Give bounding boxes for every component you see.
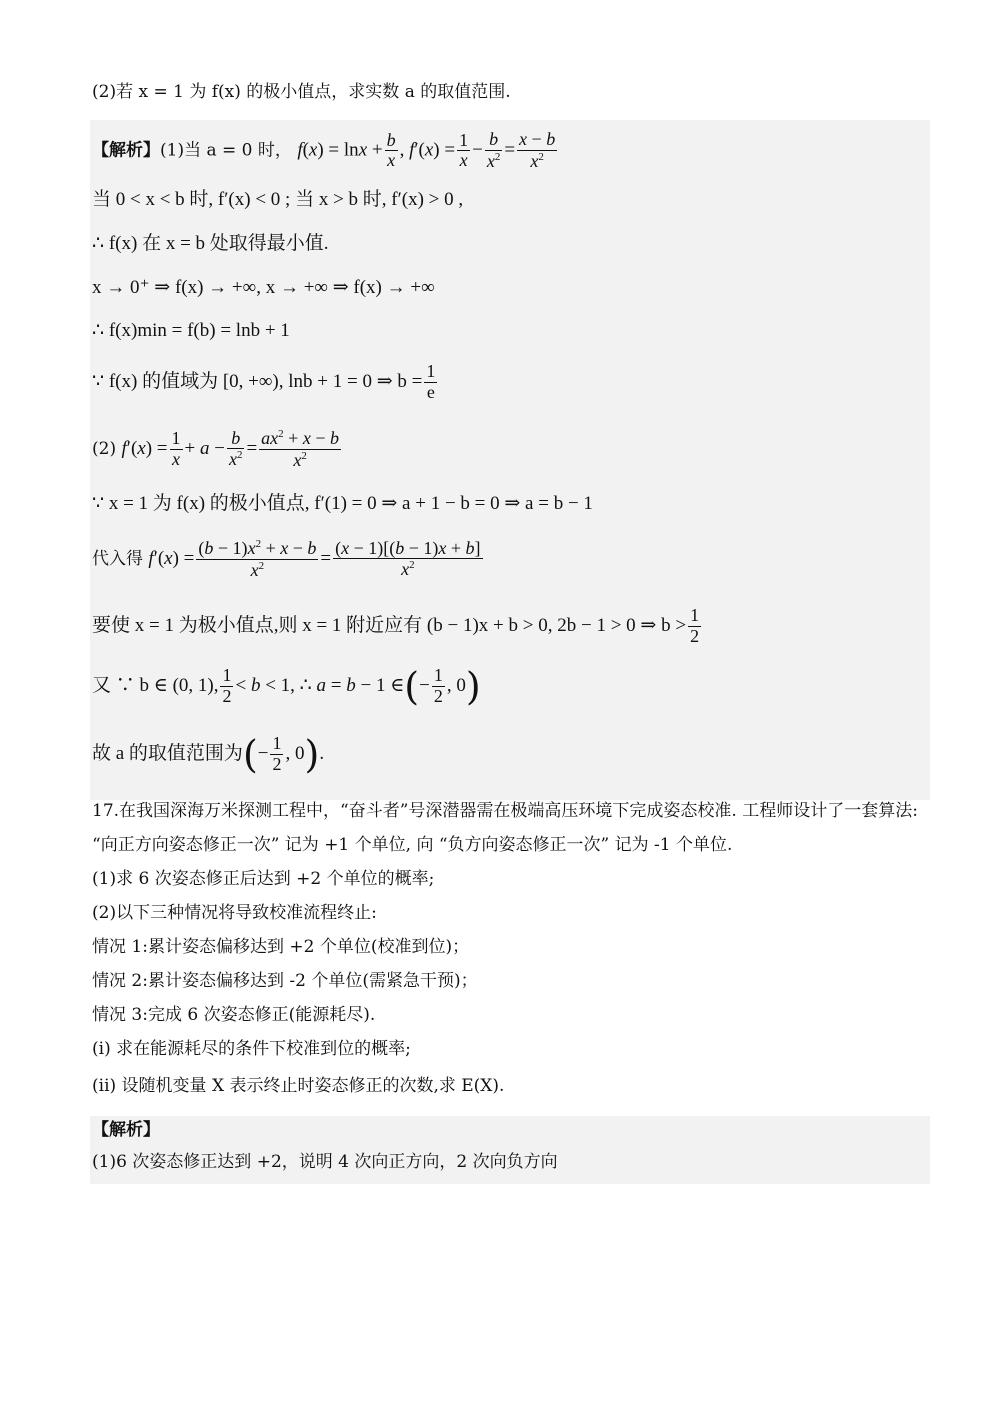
question-17-line-1: 17.在我国深海万米探测工程中，“奋斗者”号深潜器需在极端高压环境下完成姿态校准. 工程师设计了一套算法: (92, 801, 918, 821)
solution-17-panel (90, 1116, 930, 1184)
question-17-line-2: “向正方向姿态修正一次” 记为 +1 个单位, 向 “负方向姿态修正一次” 记为 -1 个单位. (92, 835, 733, 855)
solution-16-line-3: ∴ f(x) 在 x = b 处取得最小值. (92, 233, 329, 254)
solution-16-line-1: 【解析】(1)当 a = 0 时， f(x) = lnx + $\frac{b}{x}$ , f′(x) = $\frac{1}{x}$ − $\frac{b}{x^2}$ = $\frac{x - b}{x^2}$ (92, 129, 556, 171)
solution-16-line-4: x → 0⁺ ⇒ f(x) → +∞, x → +∞ ⇒ f(x) → +∞ (92, 277, 435, 298)
solution-16-line-11: 又 ∵ b ∈ (0, 1), $\frac{1}{2}$ < b < 1, ∴ a = b − 1 ∈(− $\frac{1}{2}$ , 0) (92, 664, 481, 709)
solution-16-line-12: 故 a 的取值范围为(− $\frac{1}{2}$ , 0). (92, 732, 325, 777)
solution-16-line-5: ∴ f(x)min = f(b) = lnb + 1 (92, 320, 290, 341)
solution-16-line-2: 当 0 < x < b 时, f′(x) < 0 ; 当 x > b 时, f′(x) > 0 , (92, 189, 464, 210)
solution-17-tag: 【解析】 (92, 1120, 160, 1140)
question-17-case-3: 情况 3:完成 6 次姿态修正(能源耗尽). (92, 1005, 376, 1025)
solution-16-line-7: (2) f′(x) = $\frac{1}{x}$ + a − $\frac{b}{x^2}$ = $\frac{ax^2 + x - b}{x^2}$ (92, 427, 339, 470)
solution-16-line-9: 代入得 f′(x) = $\frac{(b - 1)x^2 + x - b}{x^2}$ = $\frac{(x - 1)[(b - 1)x + b]}{x^2}$ (92, 537, 481, 580)
question-17-case-1: 情况 1:累计姿态偏移达到 +2 个单位(校准到位)； (92, 937, 470, 957)
question-17-part-ii: (ii) 设随机变量 X 表示终止时姿态修正的次数,求 E(X). (92, 1076, 505, 1096)
question-17-part-i: (i) 求在能源耗尽的条件下校准到位的概率; (92, 1039, 411, 1059)
question-17-part-1: (1)求 6 次姿态修正后达到 +2 个单位的概率; (92, 869, 435, 889)
solution-16-line-8: ∵ x = 1 为 f(x) 的极小值点, f′(1) = 0 ⇒ a + 1 − b = 0 ⇒ a = b − 1 (92, 493, 593, 514)
solution-16-tag: 【解析】 (92, 140, 160, 161)
question-16-part-2: (2)若 x = 1 为 f(x) 的极小值点，求实数 a 的取值范围. (92, 82, 511, 102)
solution-17-line-1: (1)6 次姿态修正达到 +2，说明 4 次向正方向，2 次向负方向 (92, 1152, 558, 1172)
solution-16-line-6: ∵ f(x) 的值域为 [0, +∞), lnb + 1 = 0 ⇒ b = $\frac{1}{e}$ (92, 361, 436, 402)
solution-16-line-10: 要使 x = 1 为极小值点,则 x = 1 附近应有 (b − 1)x + b > 0, 2b − 1 > 0 ⇒ b > $\frac{1}{2}$ (92, 605, 700, 646)
question-17-case-2: 情况 2:累计姿态偏移达到 -2 个单位(需紧急干预)； (92, 971, 478, 991)
question-17-part-2: (2)以下三种情况将导致校准流程终止: (92, 903, 377, 923)
